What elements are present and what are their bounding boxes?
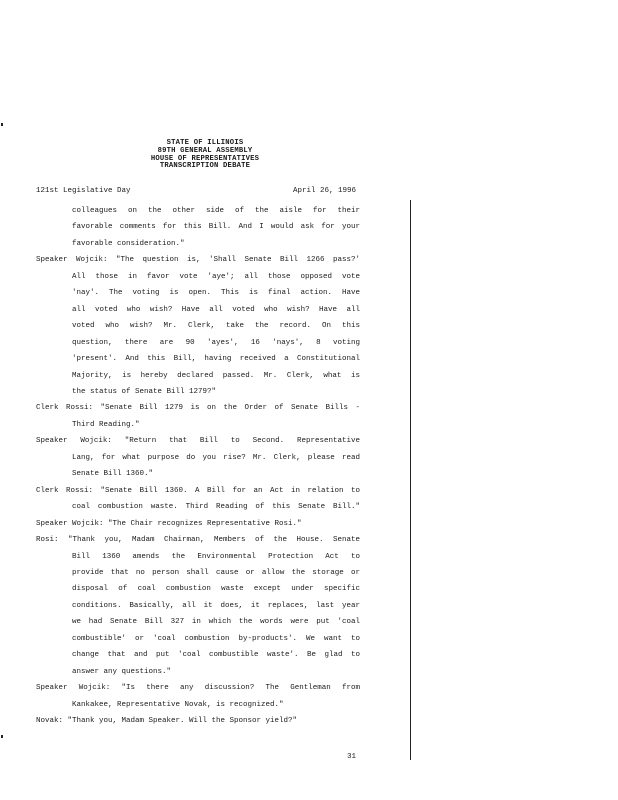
transcript-line: we had Senate Bill 327 in which the words were put 'coal: [72, 618, 360, 627]
legislative-day: 121st Legislative Day: [36, 187, 131, 195]
transcript-line: Speaker Wojcik: "Is there any discussion? The Gentleman from: [36, 684, 360, 692]
document-header: [120, 140, 290, 171]
transcript-line: combustible' or 'coal combustion by-products'. We want to: [72, 634, 360, 643]
transcript-line: answer any questions.": [72, 667, 172, 676]
transcript-line: coal combustion waste. Third Reading of this Senate Bill.": [72, 503, 360, 512]
transcript-line: favorable consideration.": [72, 239, 185, 248]
transcript-line: Speaker Wojcik: "Return that Bill to Second. Representative: [36, 437, 360, 446]
header-state: STATE OF ILLINOIS: [166, 139, 244, 147]
transcript-line: Third Reading.": [72, 420, 140, 429]
transcript-line: Senate Bill 1360.": [72, 470, 154, 479]
transcript-line: change that and put 'coal combustible waste'. Be glad to: [72, 651, 360, 660]
session-info-row: [36, 187, 356, 199]
session-date: April 26, 1996: [292, 187, 356, 195]
right-margin-rule: [410, 200, 411, 760]
transcript-line: voted who wish? Mr. Clerk, take the record. On this: [72, 322, 360, 331]
transcript-line: all voted who wish? Have all voted who wish? Have all: [72, 305, 360, 314]
transcript-line: Novak: "Thank you, Madam Speaker. Will the Sponsor yield?": [36, 717, 298, 725]
margin-mark-top: [1, 123, 3, 126]
transcript-line: disposal of coal combustion waste except under specific: [72, 585, 360, 594]
header-transcription: TRANSCRIPTION DEBATE: [159, 162, 251, 171]
header-assembly: 89TH GENERAL ASSEMBLY: [157, 146, 253, 155]
transcript-line: Lang, for what purpose do you rise? Mr. Clerk, please read: [72, 453, 360, 462]
margin-mark-bottom: [1, 735, 3, 738]
transcript-line: Rosi: "Thank you, Madam Chairman, Members of the House. Senate: [36, 536, 360, 544]
transcript-line: 'present'. And this Bill, having received a Constitutional: [72, 355, 360, 363]
transcript-line: Speaker Wojcik: "The question is, 'Shall Senate Bill 1266 pass?': [36, 256, 360, 265]
transcript-line: All those in favor vote 'aye'; all those opposed vote: [72, 272, 360, 281]
transcript-line: provide that no person shall cause or allow the storage or: [72, 568, 360, 577]
transcript-line: Bill 1360 amends the Environmental Protection Act to: [72, 552, 360, 561]
transcript-line: Clerk Rossi: "Senate Bill 1360. A Bill for an Act in relation to: [36, 486, 360, 495]
transcript-line: Clerk Rossi: "Senate Bill 1279 is on the Order of Senate Bills -: [36, 404, 360, 413]
transcript-line: Kankakee, Representative Novak, is recognized.": [72, 700, 284, 709]
transcript-line: 'nay'. The voting is open. This is final action. Have: [72, 289, 360, 298]
transcript-line: Speaker Wojcik: "The Chair recognizes Representative Rosi.": [36, 519, 302, 528]
transcript-line: Majority, is hereby declared passed. Mr. Clerk, what is: [72, 371, 360, 380]
transcript-line: conditions. Basically, all it does, it replaces, last year: [72, 601, 360, 610]
transcript-line: colleagues on the other side of the aisle for their: [72, 207, 360, 215]
transcript-line: question, there are 90 'ayes', 16 'nays', 8 voting: [72, 338, 360, 347]
page-number: 31: [347, 753, 357, 761]
transcript-line: the status of Senate Bill 1279?": [72, 387, 217, 396]
transcript-line: favorable comments for this Bill. And I would ask for your: [72, 223, 360, 232]
header-house: HOUSE OF REPRESENTATIVES: [150, 154, 260, 163]
